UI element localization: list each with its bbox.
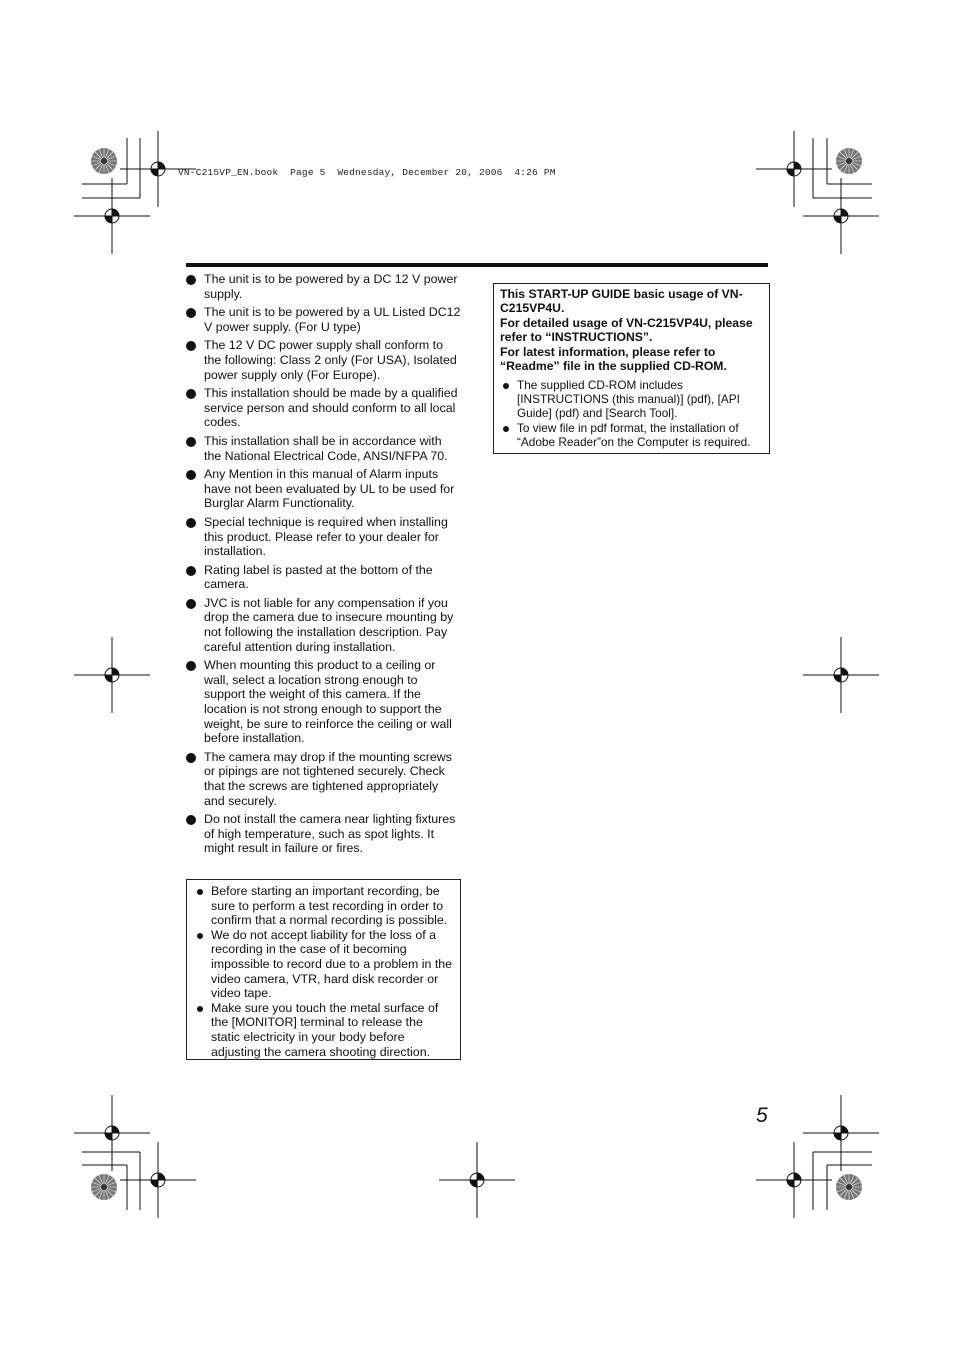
list-item: Before starting an important recording, be sure to perform a test recording in order to confirm that a normal recording is possible.: [197, 884, 454, 928]
list-item: Make sure you touch the metal surface of the [MONITOR] terminal to release the static electricity in your body before adjusting the camera shooting direction.: [197, 1001, 454, 1059]
bullet-icon: [186, 437, 196, 447]
guide-readme-reference: For latest information, please refer to “Readme” file in the supplied CD-ROM.: [500, 345, 727, 373]
list-item: Do not install the camera near lighting fixtures of high temperature, such as spot lights. It might result in failure or fires.: [186, 812, 462, 856]
list-item: When mounting this product to a ceiling or wall, select a location strong enough to support the weight of this camera. If the location is not strong enough to support the weight, be sure to reinforce the ceiling or wall before installation.: [186, 658, 462, 746]
list-item: The unit is to be powered by a DC 12 V power supply.: [186, 272, 462, 301]
recording-notes-box: [186, 879, 461, 1060]
file-info-header: VN-C215VP_EN.book Page 5 Wednesday, December 20, 2006 4:26 PM: [178, 167, 556, 178]
bullet-icon: [197, 1006, 203, 1012]
bullet-icon: [186, 815, 196, 825]
list-item: The supplied CD-ROM includes [INSTRUCTIONS (this manual)] (pdf), [API Guide] (pdf) and [Search Tool].: [500, 378, 763, 421]
list-item: The camera may drop if the mounting screws or pipings are not tightened securely. Check that the screws are tightened appropriately and securely.: [186, 750, 462, 808]
bullet-icon: [186, 753, 196, 763]
list-item: We do not accept liability for the loss of a recording in the case of it becoming impossible to record due to a problem in the video camera, VTR, hard disk recorder or video tape.: [197, 928, 454, 1001]
bullet-icon: [186, 275, 196, 285]
list-item: To view file in pdf format, the installation of “Adobe Reader”on the Computer is required.: [500, 421, 763, 450]
section-rule: [186, 263, 768, 267]
bullet-icon: [503, 383, 509, 389]
list-item: The 12 V DC power supply shall conform to the following: Class 2 only (For USA), Isolated power supply only (For Europe).: [186, 338, 462, 382]
page-number: 5: [756, 1104, 768, 1127]
bullet-icon: [186, 389, 196, 399]
guide-list: [500, 378, 763, 450]
bullet-icon: [197, 889, 203, 895]
guide-intro: This START-UP GUIDE basic usage of VN-C215VP4U.: [500, 287, 743, 315]
bullet-icon: [186, 518, 196, 528]
guide-detail-reference: For detailed usage of VN-C215VP4U, please refer to “INSTRUCTIONS”.: [500, 316, 753, 344]
bullet-icon: [186, 341, 196, 351]
bullet-icon: [503, 426, 509, 432]
bullet-icon: [186, 599, 196, 609]
list-item: Special technique is required when installing this product. Please refer to your dealer for installation.: [186, 515, 462, 559]
precautions-list: [186, 272, 462, 856]
bullet-icon: [186, 308, 196, 318]
left-column: [186, 272, 462, 860]
list-item: Any Mention in this manual of Alarm inputs have not been evaluated by UL to be used for Burglar Alarm Functionality.: [186, 467, 462, 511]
list-item: This installation shall be in accordance with the National Electrical Code, ANSI/NFPA 70.: [186, 434, 462, 463]
bullet-icon: [186, 470, 196, 480]
bullet-icon: [186, 661, 196, 671]
bullet-icon: [186, 566, 196, 576]
list-item: JVC is not liable for any compensation if you drop the camera due to insecure mounting by not following the installation description. Pay careful attention during installation.: [186, 596, 462, 654]
list-item: This installation should be made by a qualified service person and should conform to all local codes.: [186, 386, 462, 430]
list-item: Rating label is pasted at the bottom of the camera.: [186, 563, 462, 592]
bullet-icon: [197, 933, 203, 939]
start-up-guide-box: [493, 283, 770, 454]
list-item: The unit is to be powered by a UL Listed DC12 V power supply. (For U type): [186, 305, 462, 334]
